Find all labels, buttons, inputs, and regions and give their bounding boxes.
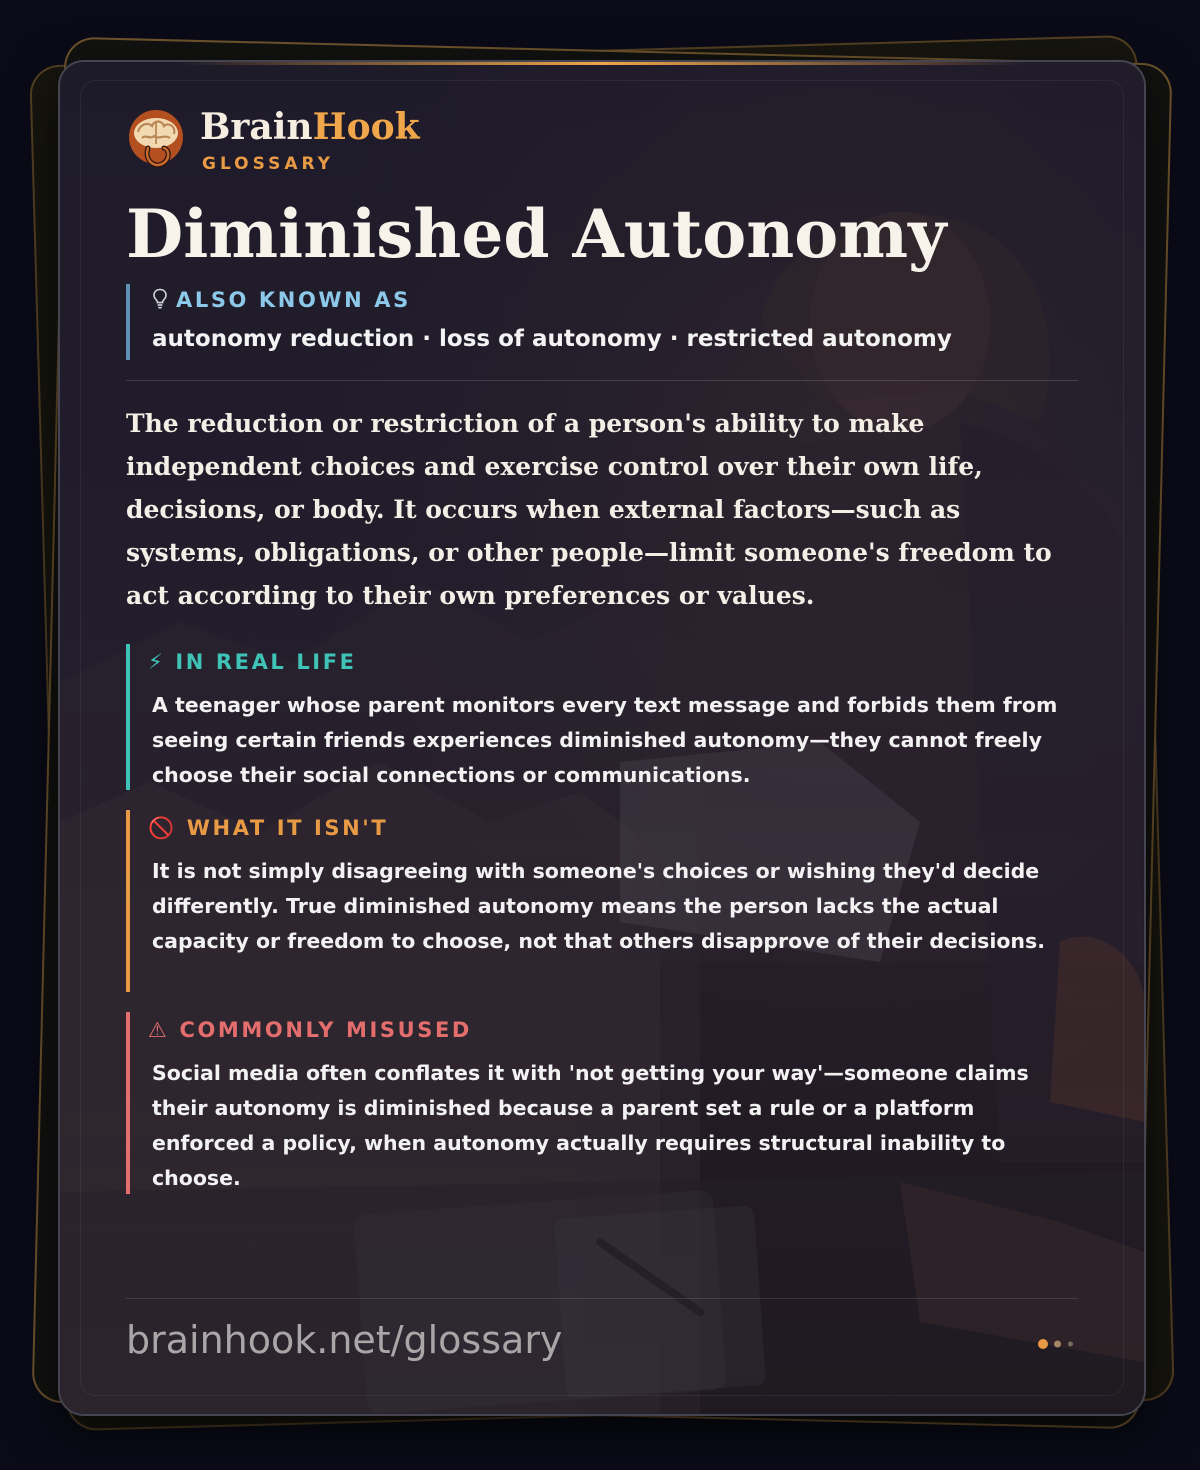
brand-header	[126, 106, 526, 176]
in-real-life-text: A teenager whose parent monitors every text message and forbids them from seeing certain friends experiences diminished autonomy—they cannot freely choose their social connections or communications.	[152, 693, 1058, 787]
pagination-dot	[1068, 1342, 1073, 1347]
brand-name-part2: Hook	[312, 106, 420, 148]
definition-text: The reduction or restriction of a person's ability to make independent choices and exercise control over their own life, decisions, or body. It occurs when external factors—such as systems, obligations, or other people—limit someone's freedom to act according to their own preferences or values.	[126, 409, 1052, 610]
what-it-isnt-heading	[148, 816, 388, 841]
commonly-misused-text: Social media often conflates it with 'not getting your way'—someone claims their autonomy is diminished because a parent set a rule or a platform enforced a policy, when autonomy actually requires structural inability to choose.	[152, 1061, 1029, 1190]
in-real-life-label: IN REAL LIFE	[175, 650, 357, 674]
also-known-as-block	[126, 284, 1082, 360]
brain-hook-logo-icon	[126, 110, 186, 170]
pagination-dot	[1054, 1341, 1061, 1348]
what-it-isnt-text: It is not simply disagreeing with someone's choices or wishing they'd decide differently. True diminished autonomy means the person lacks the actual capacity or freedom to choose, not that others disapprove of their decisions.	[152, 859, 1046, 953]
brand-subtitle: GLOSSARY	[202, 154, 334, 174]
callout-accent-bar	[126, 810, 130, 992]
commonly-misused-heading	[148, 1018, 472, 1042]
what-it-isnt-callout	[126, 810, 1078, 992]
in-real-life-heading	[148, 650, 357, 674]
also-known-as-label: ALSO KNOWN AS	[176, 288, 411, 312]
glossary-card	[58, 60, 1146, 1416]
lightbulb-icon	[152, 288, 168, 310]
warning-icon: ⚠	[148, 1018, 170, 1042]
card-top-accent-line	[180, 62, 1024, 65]
what-it-isnt-label: WHAT IT ISN'T	[186, 816, 389, 840]
commonly-misused-callout	[126, 1012, 1078, 1194]
also-known-as-text: autonomy reduction · loss of autonomy · restricted autonomy	[152, 326, 952, 352]
no-entry-icon: 🚫	[148, 816, 177, 840]
section-divider	[126, 380, 1078, 381]
callout-accent-bar	[126, 1012, 130, 1194]
in-real-life-callout	[126, 644, 1078, 790]
pagination-dot-active	[1038, 1339, 1048, 1349]
footer-url[interactable]: brainhook.net/glossary	[126, 1318, 563, 1362]
callout-accent-bar	[126, 644, 130, 790]
also-known-as-heading	[152, 288, 411, 312]
term-title: Diminished Autonomy	[126, 195, 947, 273]
footer-divider	[126, 1298, 1078, 1299]
pagination-dots	[1038, 1338, 1078, 1350]
commonly-misused-label: COMMONLY MISUSED	[179, 1018, 472, 1042]
lightning-icon: ⚡	[148, 650, 166, 674]
brand-name	[200, 106, 420, 148]
brand-name-part1: Brain	[200, 106, 313, 148]
